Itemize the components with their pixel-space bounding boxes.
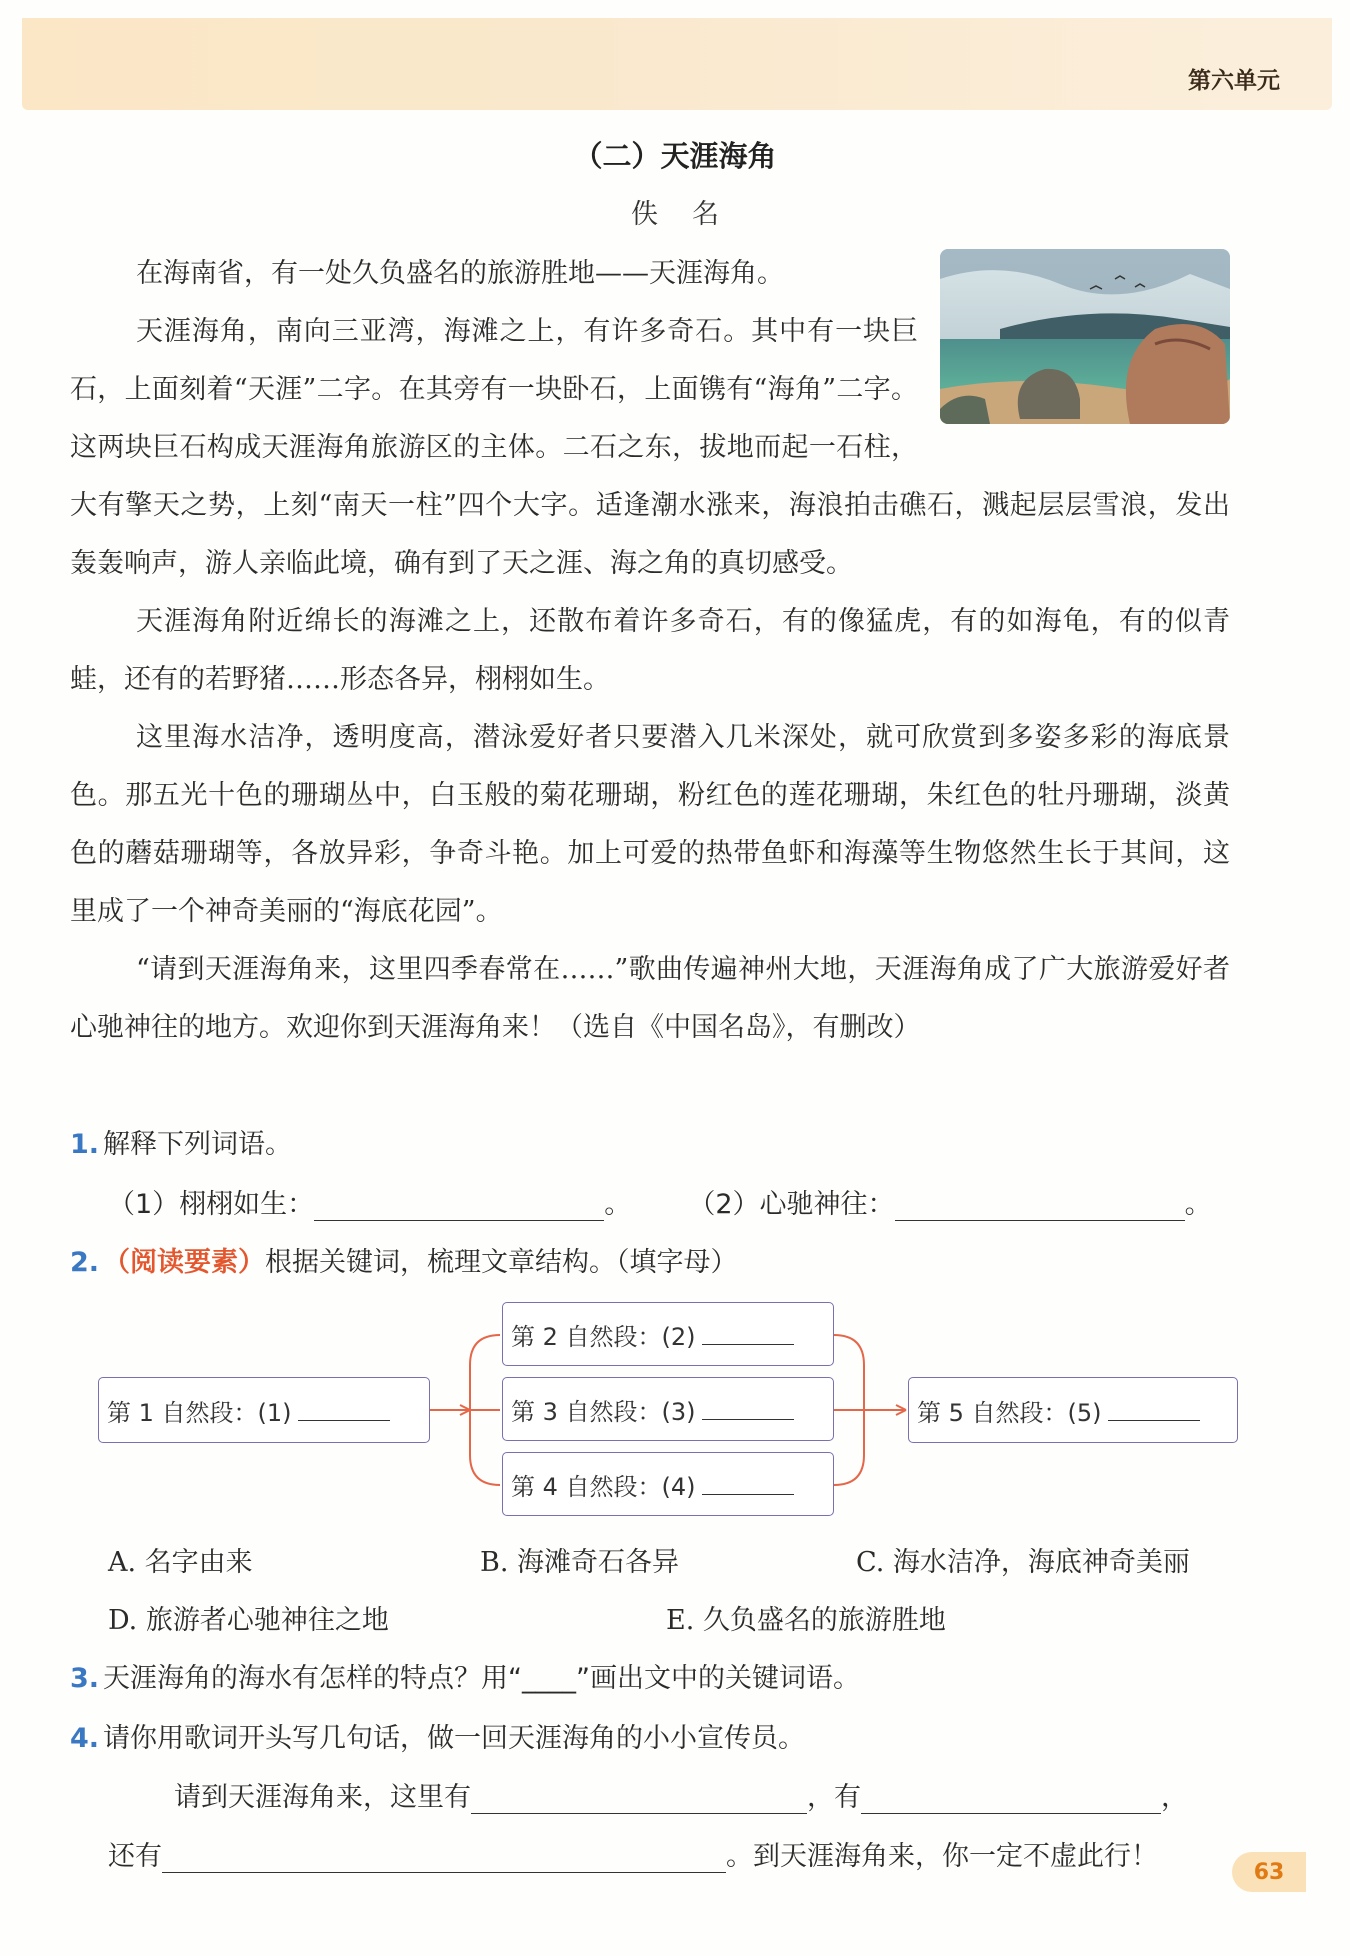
line-1-end: ， — [1161, 1782, 1188, 1813]
option-e: E. 久负盛名的旅游胜地 — [666, 1605, 946, 1636]
paragraph-4: 这里海水洁净，透明度高，潜泳爱好者只要潜入几米深处，就可欣赏到多姿多彩的海底景色。那五光十色的珊瑚丛中，白玉般的菊花珊瑚，粉红色的莲花珊瑚，朱红色的牡丹珊瑚，淡黄色的蘑菇珊瑚等，各放异彩，争奇斗艳。加上可爱的热带鱼虾和海藻等生物悠然生长于其间，这里成了一个神奇美丽的“海底花园”。 — [70, 722, 1230, 927]
paragraph-3: 天涯海角附近绵长的海滩之上，还散布着许多奇石，有的像猛虎，有的如海龟，有的似青蛙，还有的若野猪……形态各异，栩栩如生。 — [70, 606, 1230, 695]
question-4-line-2 — [108, 1834, 1158, 1873]
box-blank[interactable] — [702, 1474, 794, 1495]
option-b: B. 海滩奇石各异 — [480, 1547, 680, 1578]
line-1-prefix: 请到天涯海角来，这里有 — [174, 1782, 471, 1813]
paragraph-5: “请到天涯海角来，这里四季春常在……”歌曲传遍神州大地，天涯海角成了广大旅游爱好者心驰神往的地方。欢迎你到天涯海角来！（选自《中国名岛》，有删改） — [70, 954, 1230, 1043]
line-1-middle: ，有 — [807, 1782, 861, 1813]
question-3 — [70, 1656, 860, 1695]
box-label: 第 3 自然段：(3) — [511, 1397, 696, 1426]
question-number: 3. — [70, 1663, 100, 1694]
answer-blank-4[interactable] — [861, 1787, 1161, 1814]
article-title: （二）天涯海角 — [573, 139, 777, 173]
paragraph-2-text: 天涯海角，南向三亚湾，海滩之上，有许多奇石。其中有一块巨石，上面刻着“天涯”二字。在其旁有一块卧石，上面镌有“海角”二字。这两块巨石构成天涯海角旅游区的主体。二石之东，拔地而起一石柱，大有擎天之势，上刻“南天一柱”四个大字。适逢潮水涨来，海浪拍击礁石，溅起层层雪浪，发出轰轰响声，游人亲临此境，确有到了天之涯、海之角的真切感受。 — [70, 316, 1230, 579]
answer-blank-3[interactable] — [471, 1787, 807, 1814]
box-paragraph-5[interactable] — [908, 1377, 1238, 1443]
question-4-line-1 — [174, 1775, 1188, 1814]
box-label: 第 4 自然段：(4) — [511, 1472, 696, 1501]
box-blank[interactable] — [702, 1324, 794, 1345]
option-c: C. 海水洁净，海底神奇美丽 — [856, 1547, 1190, 1578]
question-text: 解释下列词语。 — [103, 1129, 293, 1160]
question-number: 4. — [70, 1723, 100, 1754]
line-2-prefix: 还有 — [108, 1841, 162, 1872]
unit-label: 第六单元 — [1188, 68, 1280, 94]
question-text: 请你用歌词开头写几句话，做一回天涯海角的小小宣传员。 — [103, 1723, 806, 1754]
box-paragraph-3[interactable] — [502, 1377, 834, 1441]
box-label: 第 2 自然段：(2) — [511, 1322, 696, 1351]
box-paragraph-2[interactable] — [502, 1302, 834, 1366]
option-d: D. 旅游者心驰神往之地 — [108, 1605, 389, 1636]
answer-blank-5[interactable] — [162, 1846, 726, 1873]
box-blank[interactable] — [1108, 1400, 1200, 1421]
line-2-suffix: 。到天涯海角来，你一定不虚此行！ — [726, 1841, 1158, 1872]
box-label: 第 5 自然段：(5) — [917, 1398, 1102, 1427]
reading-element-tag: （阅读要素） — [103, 1247, 266, 1278]
box-paragraph-1[interactable] — [98, 1377, 430, 1443]
article-author: 佚名 — [631, 199, 753, 230]
box-label: 第 1 自然段：(1) — [107, 1398, 292, 1427]
question-number: 2. — [70, 1247, 100, 1278]
item-1-end: 。 — [604, 1189, 632, 1220]
box-paragraph-4[interactable] — [502, 1452, 834, 1516]
paragraph-1: 在海南省，有一处久负盛名的旅游胜地——天涯海角。 — [136, 258, 784, 289]
question-text: 天涯海角的海水有怎样的特点？用“____”画出文中的关键词语。 — [103, 1663, 861, 1694]
page-number: 63 — [1232, 1852, 1306, 1892]
question-4 — [70, 1716, 805, 1755]
option-a: A. 名字由来 — [108, 1547, 253, 1578]
box-blank[interactable] — [702, 1399, 794, 1420]
item-1-label: （1）栩栩如生： — [108, 1189, 315, 1220]
item-2-end: 。 — [1184, 1189, 1212, 1220]
box-blank[interactable] — [298, 1400, 390, 1421]
item-2-label: （2）心驰神往： — [688, 1189, 895, 1220]
question-text: 根据关键词，梳理文章结构。（填字母） — [265, 1247, 738, 1278]
question-number: 1. — [70, 1129, 100, 1160]
